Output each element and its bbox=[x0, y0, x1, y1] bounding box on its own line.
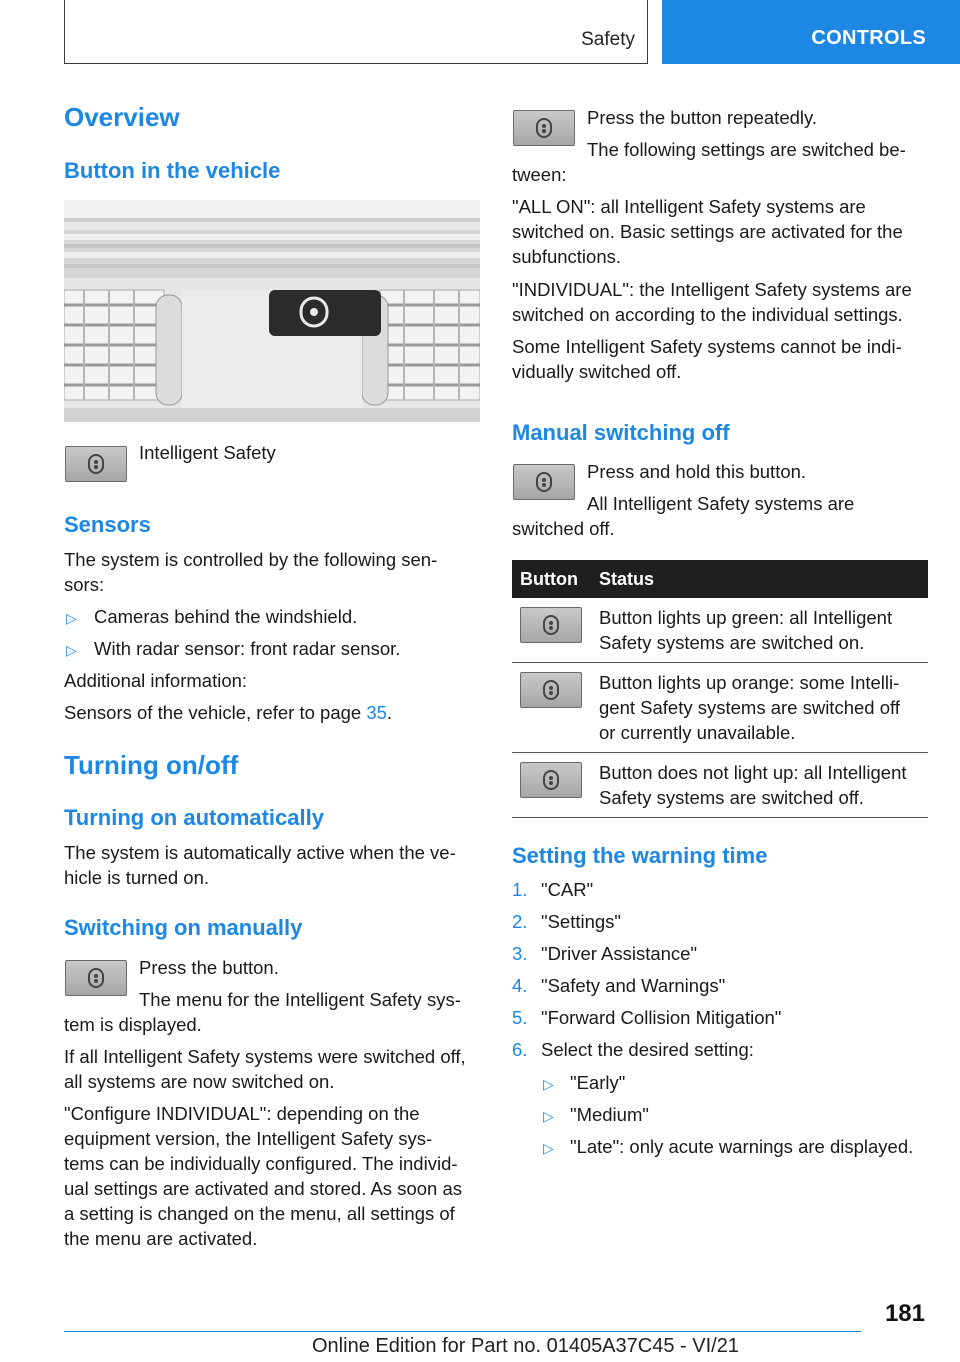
table-status-cell: Button lights up orange: some Intelli- gent Safety systems are switched off or currently unavailable. bbox=[599, 672, 900, 743]
step-number: 5. bbox=[512, 1007, 528, 1028]
table-header-button: Button bbox=[520, 569, 578, 589]
manual-on-paragraph2: If all Intelligent Safety systems were switched off, all systems are now switched on. bbox=[64, 1046, 466, 1092]
vehicle-button-photo bbox=[64, 200, 480, 422]
table-row bbox=[512, 663, 928, 753]
triangle-right-icon: ▷ bbox=[66, 642, 77, 658]
intelligent-safety-icon bbox=[65, 960, 127, 996]
sensors-reference-end: . bbox=[386, 702, 393, 723]
repeat-line3: tween: bbox=[512, 164, 567, 185]
step-text: "Driver Assistance" bbox=[541, 943, 698, 964]
sensors-list-item: Cameras behind the windshield. bbox=[94, 606, 358, 627]
triangle-right-icon: ▷ bbox=[543, 1108, 554, 1124]
all-on-text: "ALL ON": all Intelligent Safety systems are switched on. Basic settings are activated for the subfunctions. bbox=[512, 196, 903, 267]
step-number: 1. bbox=[512, 879, 528, 900]
manual-on-line3: tem is displayed. bbox=[64, 1014, 202, 1035]
sensors-reference-text: Sensors of the vehicle, refer to page bbox=[64, 702, 367, 723]
header-frame bbox=[64, 0, 648, 64]
table-header-status: Status bbox=[599, 569, 655, 589]
additional-info: Additional information: bbox=[64, 670, 248, 691]
overview-heading: Overview bbox=[64, 102, 180, 132]
sensors-list-item: With radar sensor: front radar sensor. bbox=[94, 638, 401, 659]
button-in-vehicle-heading: Button in the vehicle bbox=[64, 158, 281, 183]
step-number: 6. bbox=[512, 1039, 528, 1060]
triangle-right-icon: ▷ bbox=[543, 1076, 554, 1092]
step-number: 4. bbox=[512, 975, 528, 996]
warning-time-heading: Setting the warning time bbox=[512, 843, 768, 868]
step-text: "Forward Collision Mitigation" bbox=[541, 1007, 782, 1028]
repeat-line2: The following settings are switched be- bbox=[587, 139, 906, 160]
manual-on-heading: Switching on manually bbox=[64, 915, 303, 940]
step-text: "CAR" bbox=[541, 879, 594, 900]
individual-text: "INDIVIDUAL": the Intelligent Safety systems are switched on according to the individual settings. bbox=[512, 279, 912, 325]
step-text: "Safety and Warnings" bbox=[541, 975, 726, 996]
table-row bbox=[512, 598, 928, 663]
page-number: 181 bbox=[884, 1300, 925, 1327]
repeat-line1: Press the button repeatedly. bbox=[587, 107, 818, 128]
sub-option: "Medium" bbox=[570, 1104, 649, 1125]
header-section-title: Safety bbox=[581, 29, 635, 50]
step-number: 2. bbox=[512, 911, 528, 932]
manual-off-line1: Press and hold this button. bbox=[587, 461, 807, 482]
sensors-heading: Sensors bbox=[64, 512, 151, 537]
triangle-right-icon: ▷ bbox=[66, 610, 77, 626]
footer-edition: Online Edition for Part no. 01405A37C45 - VI/21 bbox=[312, 1335, 739, 1357]
intelligent-safety-icon bbox=[513, 110, 575, 146]
intelligent-safety-icon bbox=[520, 762, 582, 798]
intelligent-safety-icon bbox=[520, 607, 582, 643]
manual-off-line3: switched off. bbox=[512, 518, 615, 539]
table-row bbox=[512, 753, 928, 818]
status-table bbox=[512, 560, 928, 818]
table-header bbox=[512, 560, 928, 598]
manual-off-heading: Manual switching off bbox=[512, 420, 730, 445]
step-text: Select the desired setting: bbox=[541, 1039, 754, 1060]
auto-heading: Turning on automatically bbox=[64, 805, 324, 830]
step-number: 3. bbox=[512, 943, 528, 964]
page-link[interactable]: 35 bbox=[366, 702, 387, 723]
manual-on-paragraph3: "Configure INDIVIDUAL": depending on the equipment version, the Intelligent Safety sys- tems can be individually configured. The individ- ual settings are activated and stored. As soon as a setting is changed on the menu, all settings of the menu are activated. bbox=[64, 1103, 462, 1249]
manual-on-line2: The menu for the Intelligent Safety sys- bbox=[139, 989, 461, 1010]
sensors-intro: The system is controlled by the following sen- sors: bbox=[64, 549, 438, 595]
header-chapter-tab[interactable]: CONTROLS bbox=[662, 0, 960, 64]
intelligent-safety-icon bbox=[513, 464, 575, 500]
footer-divider bbox=[64, 1331, 861, 1332]
step-text: "Settings" bbox=[541, 911, 621, 932]
auto-text: The system is automatically active when the ve- hicle is turned on. bbox=[64, 842, 456, 888]
sub-option: "Late": only acute warnings are displayed. bbox=[570, 1136, 914, 1157]
intelligent-safety-icon bbox=[65, 446, 127, 482]
manual-on-line1: Press the button. bbox=[139, 957, 279, 978]
triangle-right-icon: ▷ bbox=[543, 1140, 554, 1156]
some-systems-text: Some Intelligent Safety systems cannot be indi- vidually switched off. bbox=[512, 336, 902, 382]
sensors-reference bbox=[64, 700, 392, 725]
icon-caption: Intelligent Safety bbox=[139, 442, 276, 463]
manual-off-line2: All Intelligent Safety systems are bbox=[587, 493, 855, 514]
table-status-cell: Button does not light up: all Intelligent Safety systems are switched off. bbox=[599, 762, 907, 808]
turning-heading: Turning on/off bbox=[64, 750, 239, 780]
sub-option: "Early" bbox=[570, 1072, 626, 1093]
table-status-cell: Button lights up green: all Intelligent Safety systems are switched on. bbox=[599, 607, 893, 653]
intelligent-safety-icon bbox=[520, 672, 582, 708]
